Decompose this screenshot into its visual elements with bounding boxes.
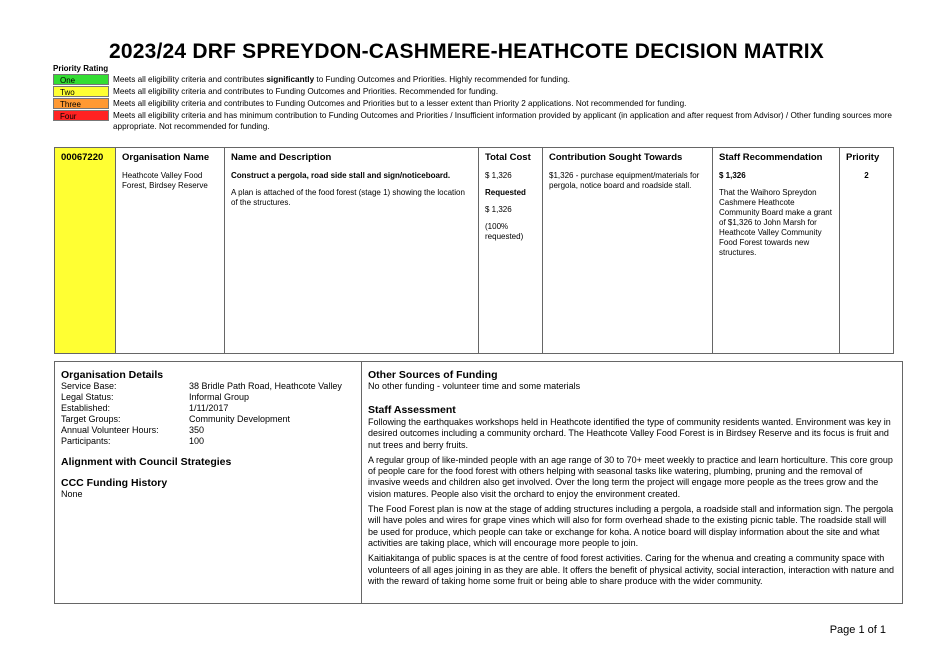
details-panel [54, 361, 903, 604]
col-header-name: Name and Description [231, 152, 332, 163]
requested-label: Requested [485, 188, 526, 197]
assessment-paragraph: Kaitiakitanga of public spaces is at the centre of food forest activities. Caring for the whenua and creating a community space with volunteers of all ages joining in as they are able. It offers the benefit of physical activity, social interaction, interaction with nature and with the reward of taking home some fruit or being able to share produce with the wider community. [368, 553, 894, 586]
funding-history-text: None [61, 489, 83, 499]
legend-row-three [53, 98, 893, 109]
alignment-heading: Alignment with Council Strategies [61, 456, 232, 468]
legend-row-four [53, 110, 893, 132]
org-name-cell [116, 148, 225, 354]
legend-text: Meets all eligibility criteria and has minimum contribution to Funding Outcomes and Priorities / Insufficient information provided by applicant (in application and after request from Advisor) / Other funding sources more appropriate. Not recommended for funding. [113, 111, 892, 131]
priority-value: 2 [864, 171, 869, 180]
legend-swatch: One [53, 74, 109, 85]
legend-text: Meets all eligibility criteria and contributes significantly to Funding Outcomes and Priorities. Highly recommended for funding. [113, 75, 570, 84]
col-header-org: Organisation Name [122, 152, 210, 163]
field-row: Established: 1/11/2017 [61, 403, 229, 413]
page-number: Page 1 of 1 [829, 624, 886, 636]
org-name: Heathcote Valley Food Forest, Birdsey Reserve [122, 171, 208, 190]
legend-heading: Priority Rating [53, 64, 109, 73]
requested-amount: $ 1,326 [485, 205, 512, 214]
field-row: Legal Status: Informal Group [61, 392, 250, 402]
project-title: Construct a pergola, road side stall and sign/noticeboard. [231, 171, 451, 180]
priority-cell [840, 148, 894, 354]
legend-text: Meets all eligibility criteria and contributes to Funding Outcomes and Priorities but to a lesser extent than Priority 2 applications. Not recommended for funding. [113, 99, 687, 108]
staff-recommendation: That the Waihoro Spreydon Cashmere Heathcote Community Board make a grant of $1,326 to John Marsh for Heathcote Valley Community Food Forest towards new structures. [719, 188, 832, 257]
staff-assessment-heading: Staff Assessment [368, 404, 456, 416]
legend-row-one [53, 74, 893, 85]
legend-swatch: Four [53, 110, 109, 121]
col-header-priority: Priority [846, 152, 880, 163]
field-row: Annual Volunteer Hours: 350 [61, 425, 205, 435]
requested-percent: (100% requested) [485, 222, 524, 241]
field-row: Service Base: 38 Bridle Path Road, Heathcote Valley [61, 381, 342, 391]
total-cost-cell [479, 148, 543, 354]
other-sources-text: No other funding - volunteer time and some materials [368, 381, 581, 391]
priority-legend [53, 64, 893, 133]
field-row: Participants: 100 [61, 436, 205, 446]
field-row: Target Groups: Community Development [61, 414, 291, 424]
application-id: 00067220 [55, 148, 116, 354]
contribution-text: $1,326 - purchase equipment/materials for pergola, notice board and roadside stall. [549, 171, 700, 190]
staff-amount: $ 1,326 [719, 171, 746, 180]
assessment-paragraph: Following the earthquakes workshops held in Heathcote identified the type of community residents wanted. Environment was key in desired outcomes including a community orchard. The Heathcote Valley Food Forest is in Birdsey Reserve and its focus is fruit and nut trees and berry fruits. [368, 417, 891, 450]
contribution-cell [543, 148, 713, 354]
project-description: A plan is attached of the food forest (stage 1) showing the location of the structures. [231, 188, 465, 207]
funding-history-heading: CCC Funding History [61, 477, 168, 489]
assessment-paragraph: The Food Forest plan is now at the stage of adding structures including a pergola, a roadside stall and information sign. The pergola will have poles and wires for grape vines which will also for form overhead shade to the existing picnic table. The roadside stall will be used for produce, which people can take or exchange for koha. A notice board will display information about the site and what activities are taking place, which will encourage more people to join. [368, 504, 894, 548]
other-sources-heading: Other Sources of Funding [368, 369, 498, 381]
name-desc-cell [225, 148, 479, 354]
col-header-contribution: Contribution Sought Towards [549, 152, 683, 163]
decision-matrix-table [54, 147, 894, 354]
legend-row-two [53, 86, 893, 97]
col-header-cost: Total Cost [485, 152, 531, 163]
assessment-panel [362, 362, 902, 603]
page-title: 2023/24 DRF SPREYDON-CASHMERE-HEATHCOTE DECISION MATRIX [109, 40, 824, 63]
col-header-staff: Staff Recommendation [719, 152, 823, 163]
legend-swatch: Three [53, 98, 109, 109]
staff-rec-cell [713, 148, 840, 354]
org-details-heading: Organisation Details [61, 369, 164, 381]
assessment-paragraph: A regular group of like-minded people with an age range of 30 to 70+ meet weekly to practice and learn horticulture. This core group of people care for the food forest with others helping with seasonal tasks like watering, plumbing, pruning and the removal of invasive weeds and children also get involved. Over the long term the project will engage more people as the trees grow and the vision matures. People also visit the orchard to enjoy the environment created. [368, 454, 893, 499]
legend-swatch: Two [53, 86, 109, 97]
total-cost: $ 1,326 [485, 171, 512, 180]
legend-text: Meets all eligibility criteria and contributes to Funding Outcomes and Priorities. Recommended for funding. [113, 87, 499, 96]
org-details-panel [55, 362, 362, 603]
